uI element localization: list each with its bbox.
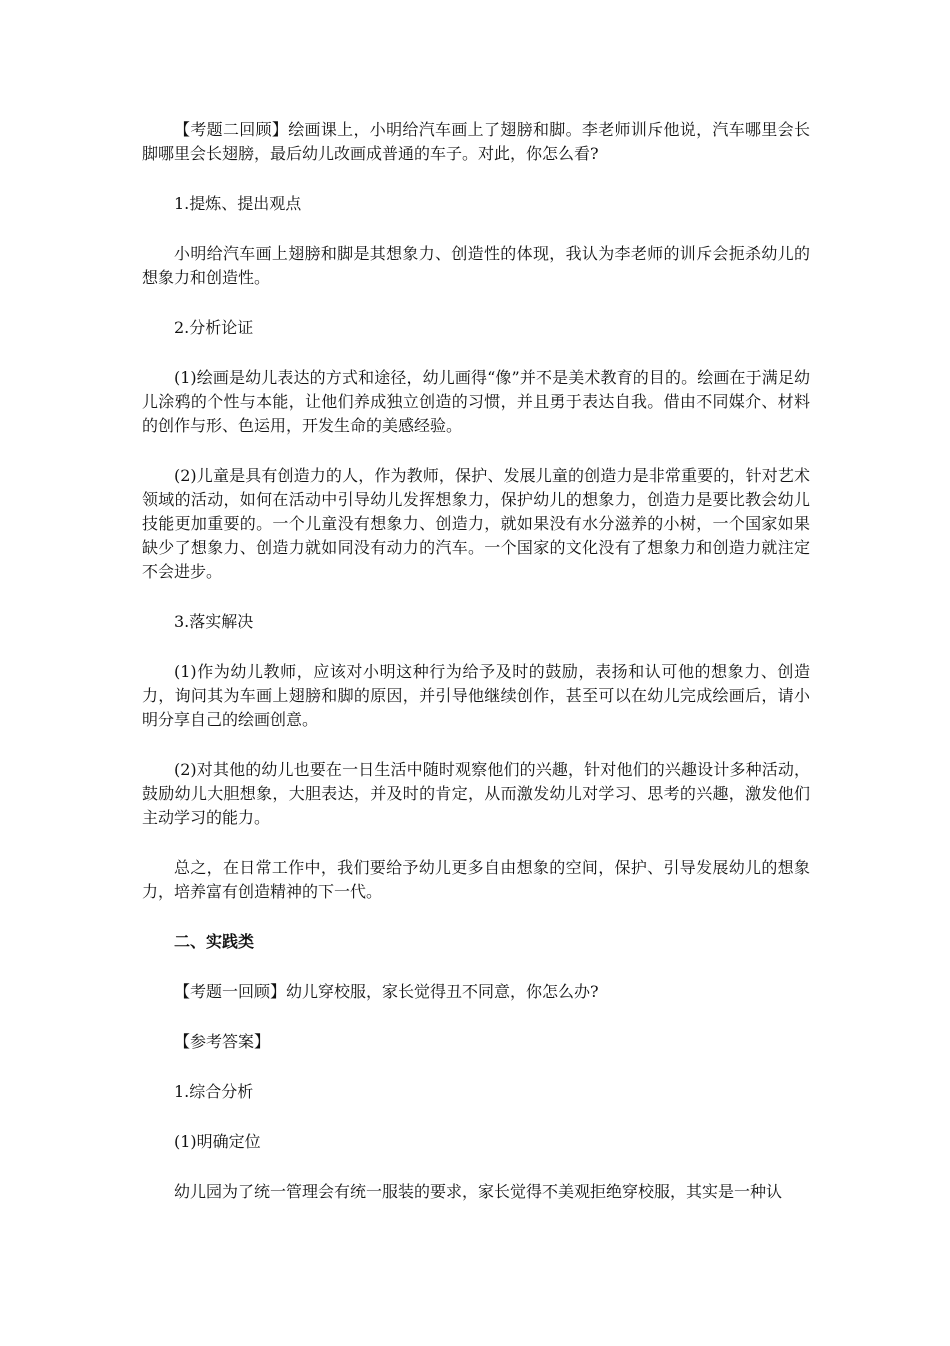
paragraph-heading-comprehensive-analysis: 1.综合分析 [174, 1082, 254, 1101]
paragraph-reference-answer: 【参考答案】 [174, 1032, 271, 1051]
paragraph-solution-2: (2)对其他的幼儿也要在一日生活中随时观察他们的兴趣，针对他们的兴趣设计多种活动，鼓励幼儿大胆想象，大胆表达，并及时的肯定，从而激发幼儿对学习、思考的兴趣，激发他们主动学习的能力。 [142, 760, 810, 827]
paragraph-viewpoint: 小明给汽车画上翅膀和脚是其想象力、创造性的体现，我认为李老师的训斥会扼杀幼儿的想象力和创造性。 [142, 244, 810, 287]
paragraph-positioning-text: 幼儿园为了统一管理会有统一服装的要求，家长觉得不美观拒绝穿校服，其实是一种认 [174, 1182, 783, 1201]
paragraph-conclusion: 总之，在日常工作中，我们要给予幼儿更多自由想象的空间，保护、引导发展幼儿的想象力，培养富有创造精神的下一代。 [142, 858, 810, 901]
paragraph-analysis-2: (2)儿童是具有创造力的人，作为教师，保护、发展儿童的创造力是非常重要的，针对艺术领域的活动，如何在活动中引导幼儿发挥想象力，保护幼儿的想象力，创造力是要比教会幼儿技能更加重要的。一个儿童没有想象力、创造力，就如果没有水分滋养的小树，一个国家如果缺少了想象力、创造力就如同没有动力的汽车。一个国家的文化没有了想象力和创造力就注定不会进步。 [142, 466, 810, 581]
paragraph-analysis-1: (1)绘画是幼儿表达的方式和途径，幼儿画得“像”并不是美术教育的目的。绘画在于满足幼儿涂鸦的个性与本能，让他们养成独立创造的习惯，并且勇于表达自我。借由不同媒介、材料的创作与形、色运用，开发生命的美感经验。 [142, 368, 810, 435]
paragraph-heading-3-solution: 3.落实解决 [174, 612, 254, 631]
paragraph-heading-clear-positioning: (1)明确定位 [174, 1132, 261, 1151]
paragraph-heading-2-analysis: 2.分析论证 [174, 318, 254, 337]
paragraph-question-2-review: 【考题二回顾】绘画课上，小明给汽车画上了翅膀和脚。李老师训斥他说，汽车哪里会长脚哪里会长翅膀，最后幼儿改画成普通的车子。对此，你怎么看? [142, 120, 810, 163]
paragraph-question-1-review: 【考题一回顾】幼儿穿校服，家长觉得丑不同意，你怎么办? [174, 982, 599, 1001]
document-body [142, 118, 810, 1230]
paragraph-solution-1: (1)作为幼儿教师，应该对小明这种行为给予及时的鼓励，表扬和认可他的想象力、创造力，询问其为车画上翅膀和脚的原因，并引导他继续创作，甚至可以在幼儿完成绘画后，请小明分享自己的绘画创意。 [142, 662, 810, 729]
section-heading-practice: 二、实践类 [174, 932, 255, 951]
paragraph-heading-1-viewpoint: 1.提炼、提出观点 [174, 194, 302, 213]
